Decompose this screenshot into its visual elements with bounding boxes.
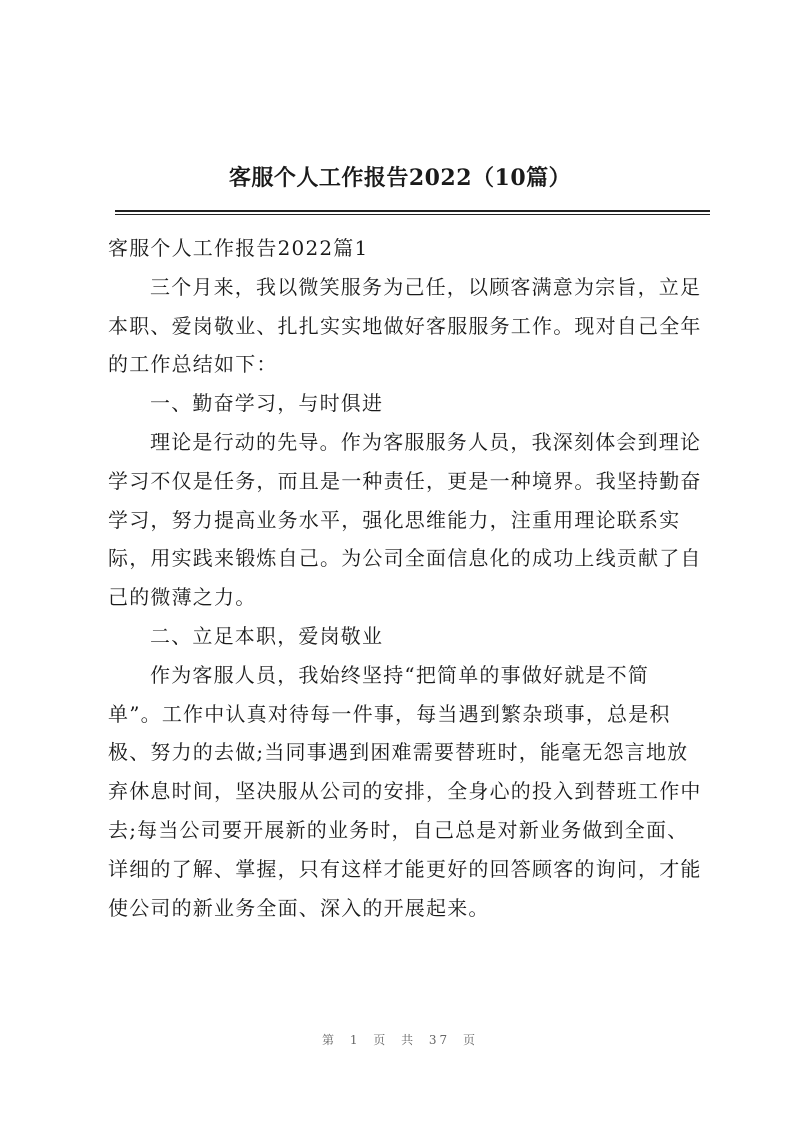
title-rule-thick [115, 210, 710, 212]
body-line: 极、努力的去做;当同事遇到困难需要替班时，能毫无怨言地放 [108, 740, 689, 765]
body-line: 际，用实践来锻炼自己。为公司全面信息化的成功上线贡献了自 [108, 546, 702, 571]
body-line: 学习，努力提高业务水平，强化思维能力，注重用理论联系实 [108, 507, 681, 532]
section-heading: 客服个人工作报告2022篇1 [108, 236, 369, 260]
body-line: 作为客服人员，我始终坚持“把简单的事做好就是不简 [150, 662, 650, 687]
body-line: 己的微薄之力。 [108, 585, 257, 610]
body-line: 详细的了解、掌握，只有这样才能更好的回答顾客的询问，才能 [108, 856, 702, 881]
body-line: 的工作总结如下： [108, 352, 278, 377]
body-line: 二、立足本职，爱岗敬业 [150, 623, 384, 648]
body-line: 三个月来，我以微笑服务为己任，以顾客满意为宗旨，立足 [150, 274, 702, 299]
document-title: 客服个人工作报告2022（10篇） [228, 165, 572, 191]
body-line: 一、勤奋学习，与时俱进 [150, 391, 384, 416]
body-line: 使公司的新业务全面、深入的开展起来。 [108, 895, 490, 920]
body-line: 学习不仅是任务，而且是一种责任，更是一种境界。我坚持勤奋 [108, 468, 702, 493]
document-body [108, 229, 708, 927]
title-rule-thin [115, 214, 710, 215]
body-line: 本职、爱岗敬业、扎扎实实地做好客服服务工作。现对自己全年 [108, 313, 702, 338]
body-line: 去;每当公司要开展新的业务时，自己总是对新业务做到全面、 [108, 817, 689, 842]
body-line: 弃休息时间，坚决服从公司的安排，全身心的投入到替班工作中 [108, 779, 702, 804]
body-line: 理论是行动的先导。作为客服服务人员，我深刻体会到理论 [150, 429, 702, 454]
body-line: 单”。工作中认真对待每一件事，每当遇到繁杂琐事，总是积 [108, 701, 671, 726]
page-footer: 第 1 页 共 37 页 [322, 1033, 478, 1047]
